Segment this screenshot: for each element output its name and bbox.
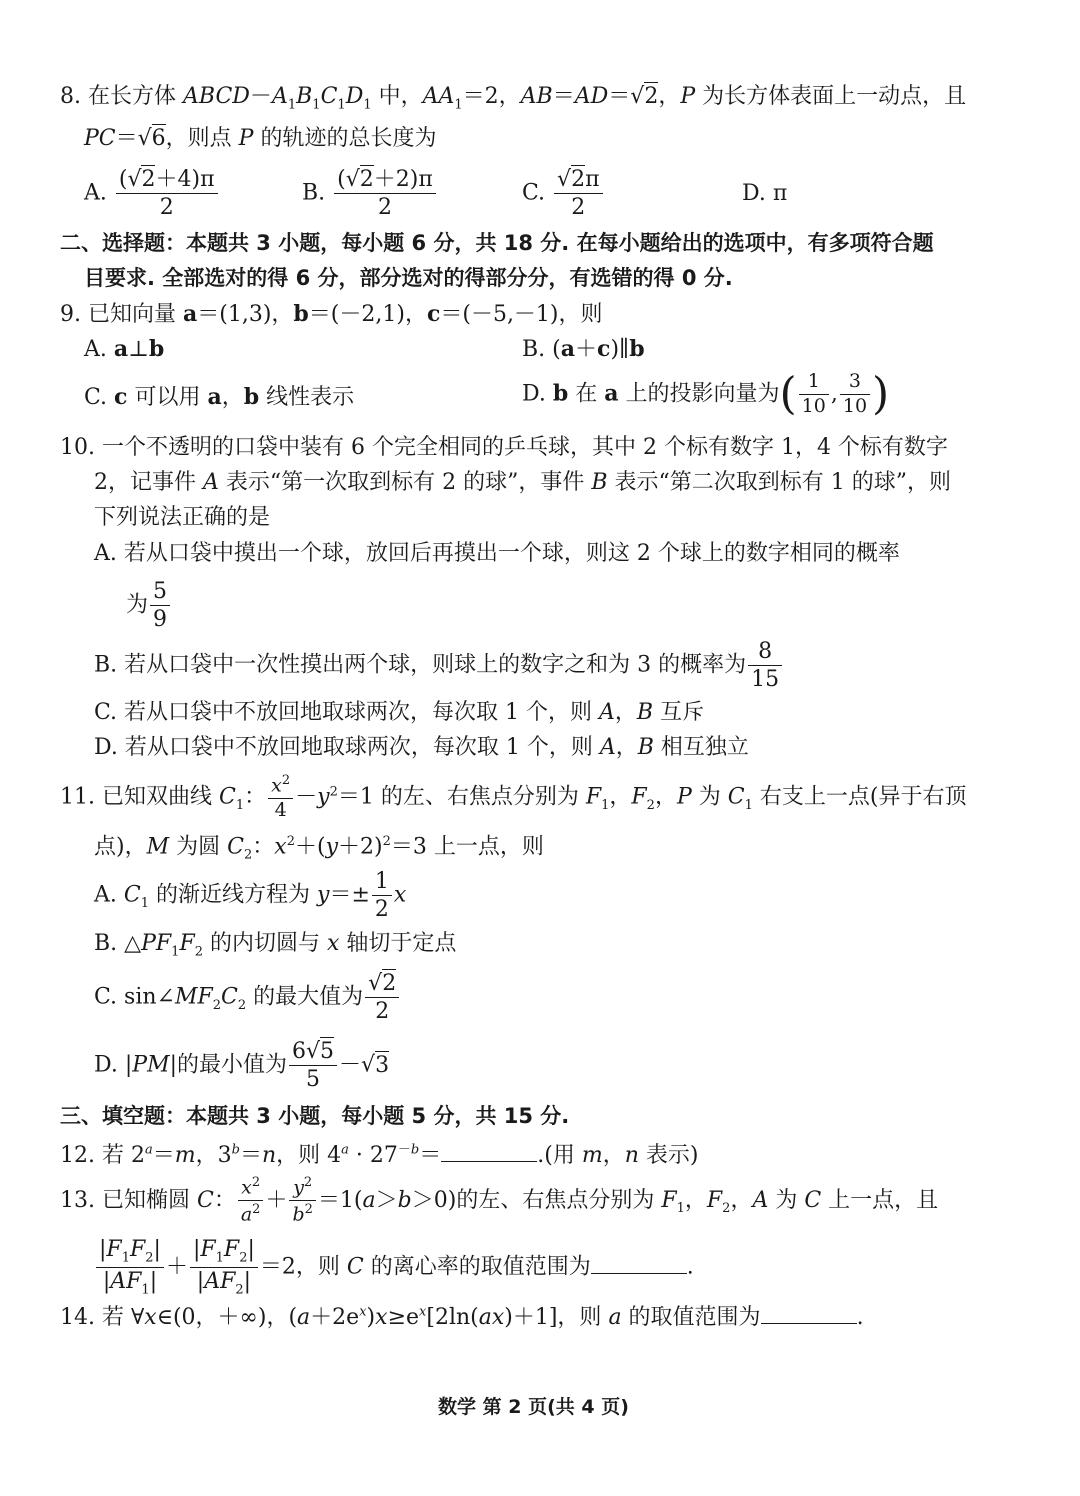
q10-option-a-line2: 为 $\frac{5}{9}$ bbox=[126, 580, 172, 631]
q8-option-b: B. $\frac{(√2+2)\pi}{2}$ bbox=[302, 168, 438, 219]
q10-option-a-line1: A. 若从口袋中摸出一个球，放回后再摸出一个球，则这 2 个球上的数字相同的概率 bbox=[94, 541, 900, 566]
q10-option-d: D. 若从口袋中不放回地取球两次，每次取 1 个，则 A，B 相互独立 bbox=[94, 735, 749, 760]
q11-line1: 11. 已知双曲线 $C_1$： $\frac{x^2}{4}$ $-y^2=1$ 的左、右焦点分别为 $F_1$，$F_2$，P 为 $C_1$ 右支上一点(异于右顶 bbox=[60, 773, 967, 822]
q10-line3: 下列说法正确的是 bbox=[94, 505, 271, 530]
q11-option-c: C. $\sin\angle MF_2C_2$ 的最大值为 $\frac{√2}{2}$ bbox=[94, 972, 401, 1023]
q13-line2: $\frac{|F_1F_2|}{|AF_1|}$ ＋ $\frac{|F_1F_2|}{|AF_2|}$ ＝2，则 C 的离心率的取值范围为 . bbox=[94, 1238, 694, 1297]
q9-option-c: C. c 可以用 a，b 线性表示 bbox=[84, 384, 355, 410]
q12-stem: 12. 若 $2^a=m$，$3^b=n$，则 $4^a \cdot 27^{-b}=$ .(用 m，n 表示) bbox=[60, 1142, 699, 1168]
q14-answer-blank[interactable] bbox=[761, 1303, 857, 1324]
q8-line2: PC＝√6，则点 P 的轨迹的总长度为 bbox=[84, 126, 437, 151]
q11-option-b: B. $\triangle PF_1F_2$ 的内切圆与 x 轴切于定点 bbox=[94, 931, 457, 960]
q12-answer-blank[interactable] bbox=[441, 1141, 537, 1162]
q9-option-a: A. a⊥b bbox=[84, 336, 165, 362]
section3-heading: 三、填空题：本题共 3 小题，每小题 5 分，共 15 分. bbox=[60, 1104, 570, 1128]
q11-option-a: A. $C_1$ 的渐近线方程为 y＝± $\frac{1}{2}$ x bbox=[94, 869, 407, 923]
q9-stem: 9. 已知向量 a＝(1,3)，b＝(－2,1)，c＝(－5,－1)，则 bbox=[60, 301, 603, 327]
q8-line1: 8. 在长方体 $ABCD-A_1B_1C_1D_1$ 中，$AA_1=2$，AB＝AD＝√2，P 为长方体表面上一动点，且 bbox=[60, 84, 967, 113]
q11-line2: 点)，M 为圆 $C_2$：$x^2+(y+2)^2=3$ 上一点，则 bbox=[94, 834, 544, 863]
q10-option-b: B. 若从口袋中一次性摸出两个球，则球上的数字之和为 3 的概率为 $\frac{8}{15}$ bbox=[94, 640, 784, 691]
section2-heading-line1: 二、选择题：本题共 3 小题，每小题 6 分，共 18 分. 在每小题给出的选项中，有多项符合题 bbox=[60, 231, 934, 255]
q10-line2: 2，记事件 A 表示“第一次取到标有 2 的球”，事件 B 表示“第二次取到标有 1 的球”，则 bbox=[94, 470, 952, 495]
q10-option-c: C. 若从口袋中不放回地取球两次，每次取 1 个，则 A，B 互斥 bbox=[94, 700, 705, 725]
q8-option-a: A. $\frac{(√2+4)\pi}{2}$ bbox=[84, 168, 220, 219]
q8-option-d: D. π bbox=[742, 181, 788, 206]
page-footer: 数学 第 2 页(共 4 页) bbox=[438, 1396, 629, 1418]
q13-answer-blank[interactable] bbox=[591, 1253, 687, 1274]
q8-option-c: C. $\frac{√2\pi}{2}$ bbox=[522, 168, 605, 219]
q9-option-d: D. b 在 a 上的投影向量为( $\frac{1}{10}$ , $\frac{3}{10}$ ) bbox=[522, 368, 890, 420]
section2-heading-line2: 目要求. 全部选对的得 6 分，部分选对的得部分分，有选错的得 0 分. bbox=[84, 266, 733, 290]
q11-option-d: D. |PM|的最小值为 $\frac{6√5}{5}$ －√3 bbox=[94, 1039, 390, 1093]
q13-line1: 13. 已知椭圆 C： $\frac{x^2}{a^2}$ ＋ $\frac{y^2}{b^2}$ ＝1(a＞b＞0)的左、右焦点分别为 $F_1$，$F_2$，A 为 C 上一点，且 bbox=[60, 1175, 939, 1226]
q9-option-b: B. (a＋c)∥b bbox=[522, 336, 645, 362]
q14-stem: 14. 若 ∀x∈(0，＋∞)，$(a+2e^x)x\ge e^x[2\ln(ax)+1]$，则 a 的取值范围为 . bbox=[60, 1304, 864, 1330]
q10-line1: 10. 一个不透明的口袋中装有 6 个完全相同的乒乓球，其中 2 个标有数字 1，4 个标有数字 bbox=[60, 435, 948, 460]
